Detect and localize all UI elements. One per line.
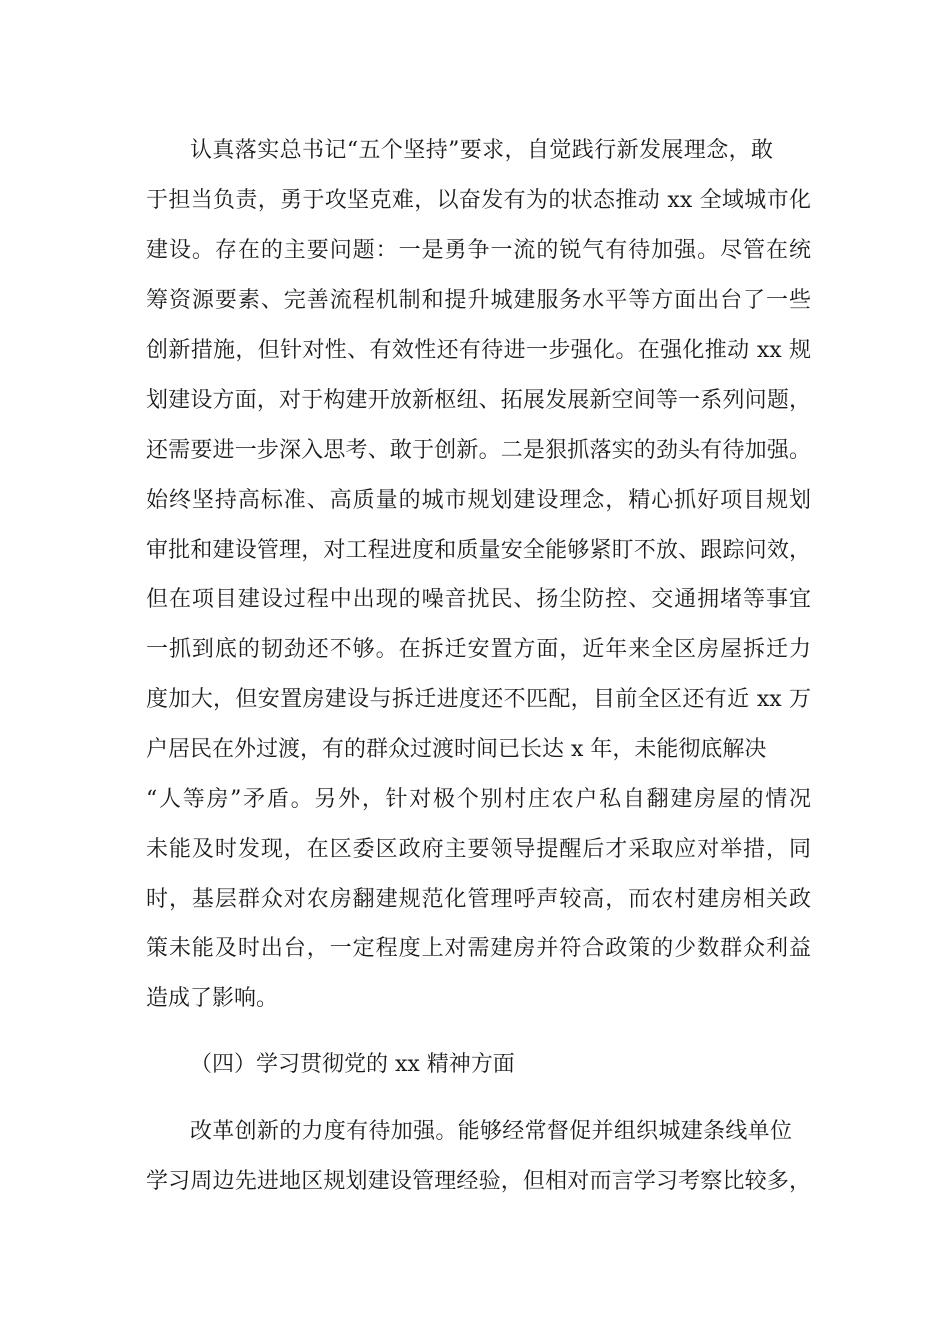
paragraph-1-line-2: 于担当负责，勇于攻坚克难，以奋发有为的状态推动 xx 全域城市化 (146, 188, 811, 213)
paragraph-1-line-7: 还需要进一步深入思考、敢于创新。二是狠抓落实的劲头有待加强。 (146, 438, 811, 463)
paragraph-1-line-1: 认真落实总书记“五个坚持”要求，自觉践行新发展理念，敢 (190, 138, 773, 163)
paragraph-1-line-12: 度加大，但安置房建设与拆迁进度还不匹配，目前全区还有近 xx 万 (146, 687, 811, 712)
paragraph-1-line-17: 策未能及时出台，一定程度上对需建房并符合政策的少数群众利益 (146, 936, 811, 961)
paragraph-1-line-8: 始终坚持高标准、高质量的城市规划建设理念，精心抓好项目规划 (146, 488, 811, 513)
paragraph-1-line-14: “人等房”矛盾。另外，针对极个别村庄农户私自翻建房屋的情况 (146, 787, 811, 812)
paragraph-1-line-16: 时，基层群众对农房翻建规范化管理呼声较高，而农村建房相关政 (146, 887, 811, 912)
paragraph-2-line-1: 改革创新的力度有待加强。能够经常督促并组织城建条线单位 (190, 1119, 792, 1144)
paragraph-2-line-2: 学习周边先进地区规划建设管理经验，但相对而言学习考察比较多， (146, 1169, 811, 1194)
paragraph-1-line-15: 未能及时发现，在区委区政府主要领导提醒后才采取应对举措，同 (146, 837, 811, 862)
paragraph-1-line-11: 一抓到底的韧劲还不够。在拆迁安置方面，近年来全区房屋拆迁力 (146, 637, 811, 662)
paragraph-1-line-3: 建设。存在的主要问题：一是勇争一流的锐气有待加强。尽管在统 (146, 238, 811, 263)
paragraph-1-line-18: 造成了影响。 (146, 986, 279, 1011)
paragraph-1-line-10: 但在项目建设过程中出现的噪音扰民、扬尘防控、交通拥堵等事宜 (146, 587, 811, 612)
section-heading: （四）学习贯彻党的 xx 精神方面 (190, 1052, 515, 1077)
paragraph-1-line-4: 筹资源要素、完善流程机制和提升城建服务水平等方面出台了一些 (146, 288, 811, 313)
paragraph-1-line-13: 户居民在外过渡，有的群众过渡时间已长达 x 年，未能彻底解决 (146, 737, 767, 762)
paragraph-1-line-6: 划建设方面，对于构建开放新枢纽、拓展发展新空间等一系列问题， (146, 388, 811, 413)
paragraph-1-line-5: 创新措施，但针对性、有效性还有待进一步强化。在强化推动 xx 规 (146, 338, 811, 363)
paragraph-1-line-9: 审批和建设管理，对工程进度和质量安全能够紧盯不放、跟踪问效， (146, 538, 811, 563)
